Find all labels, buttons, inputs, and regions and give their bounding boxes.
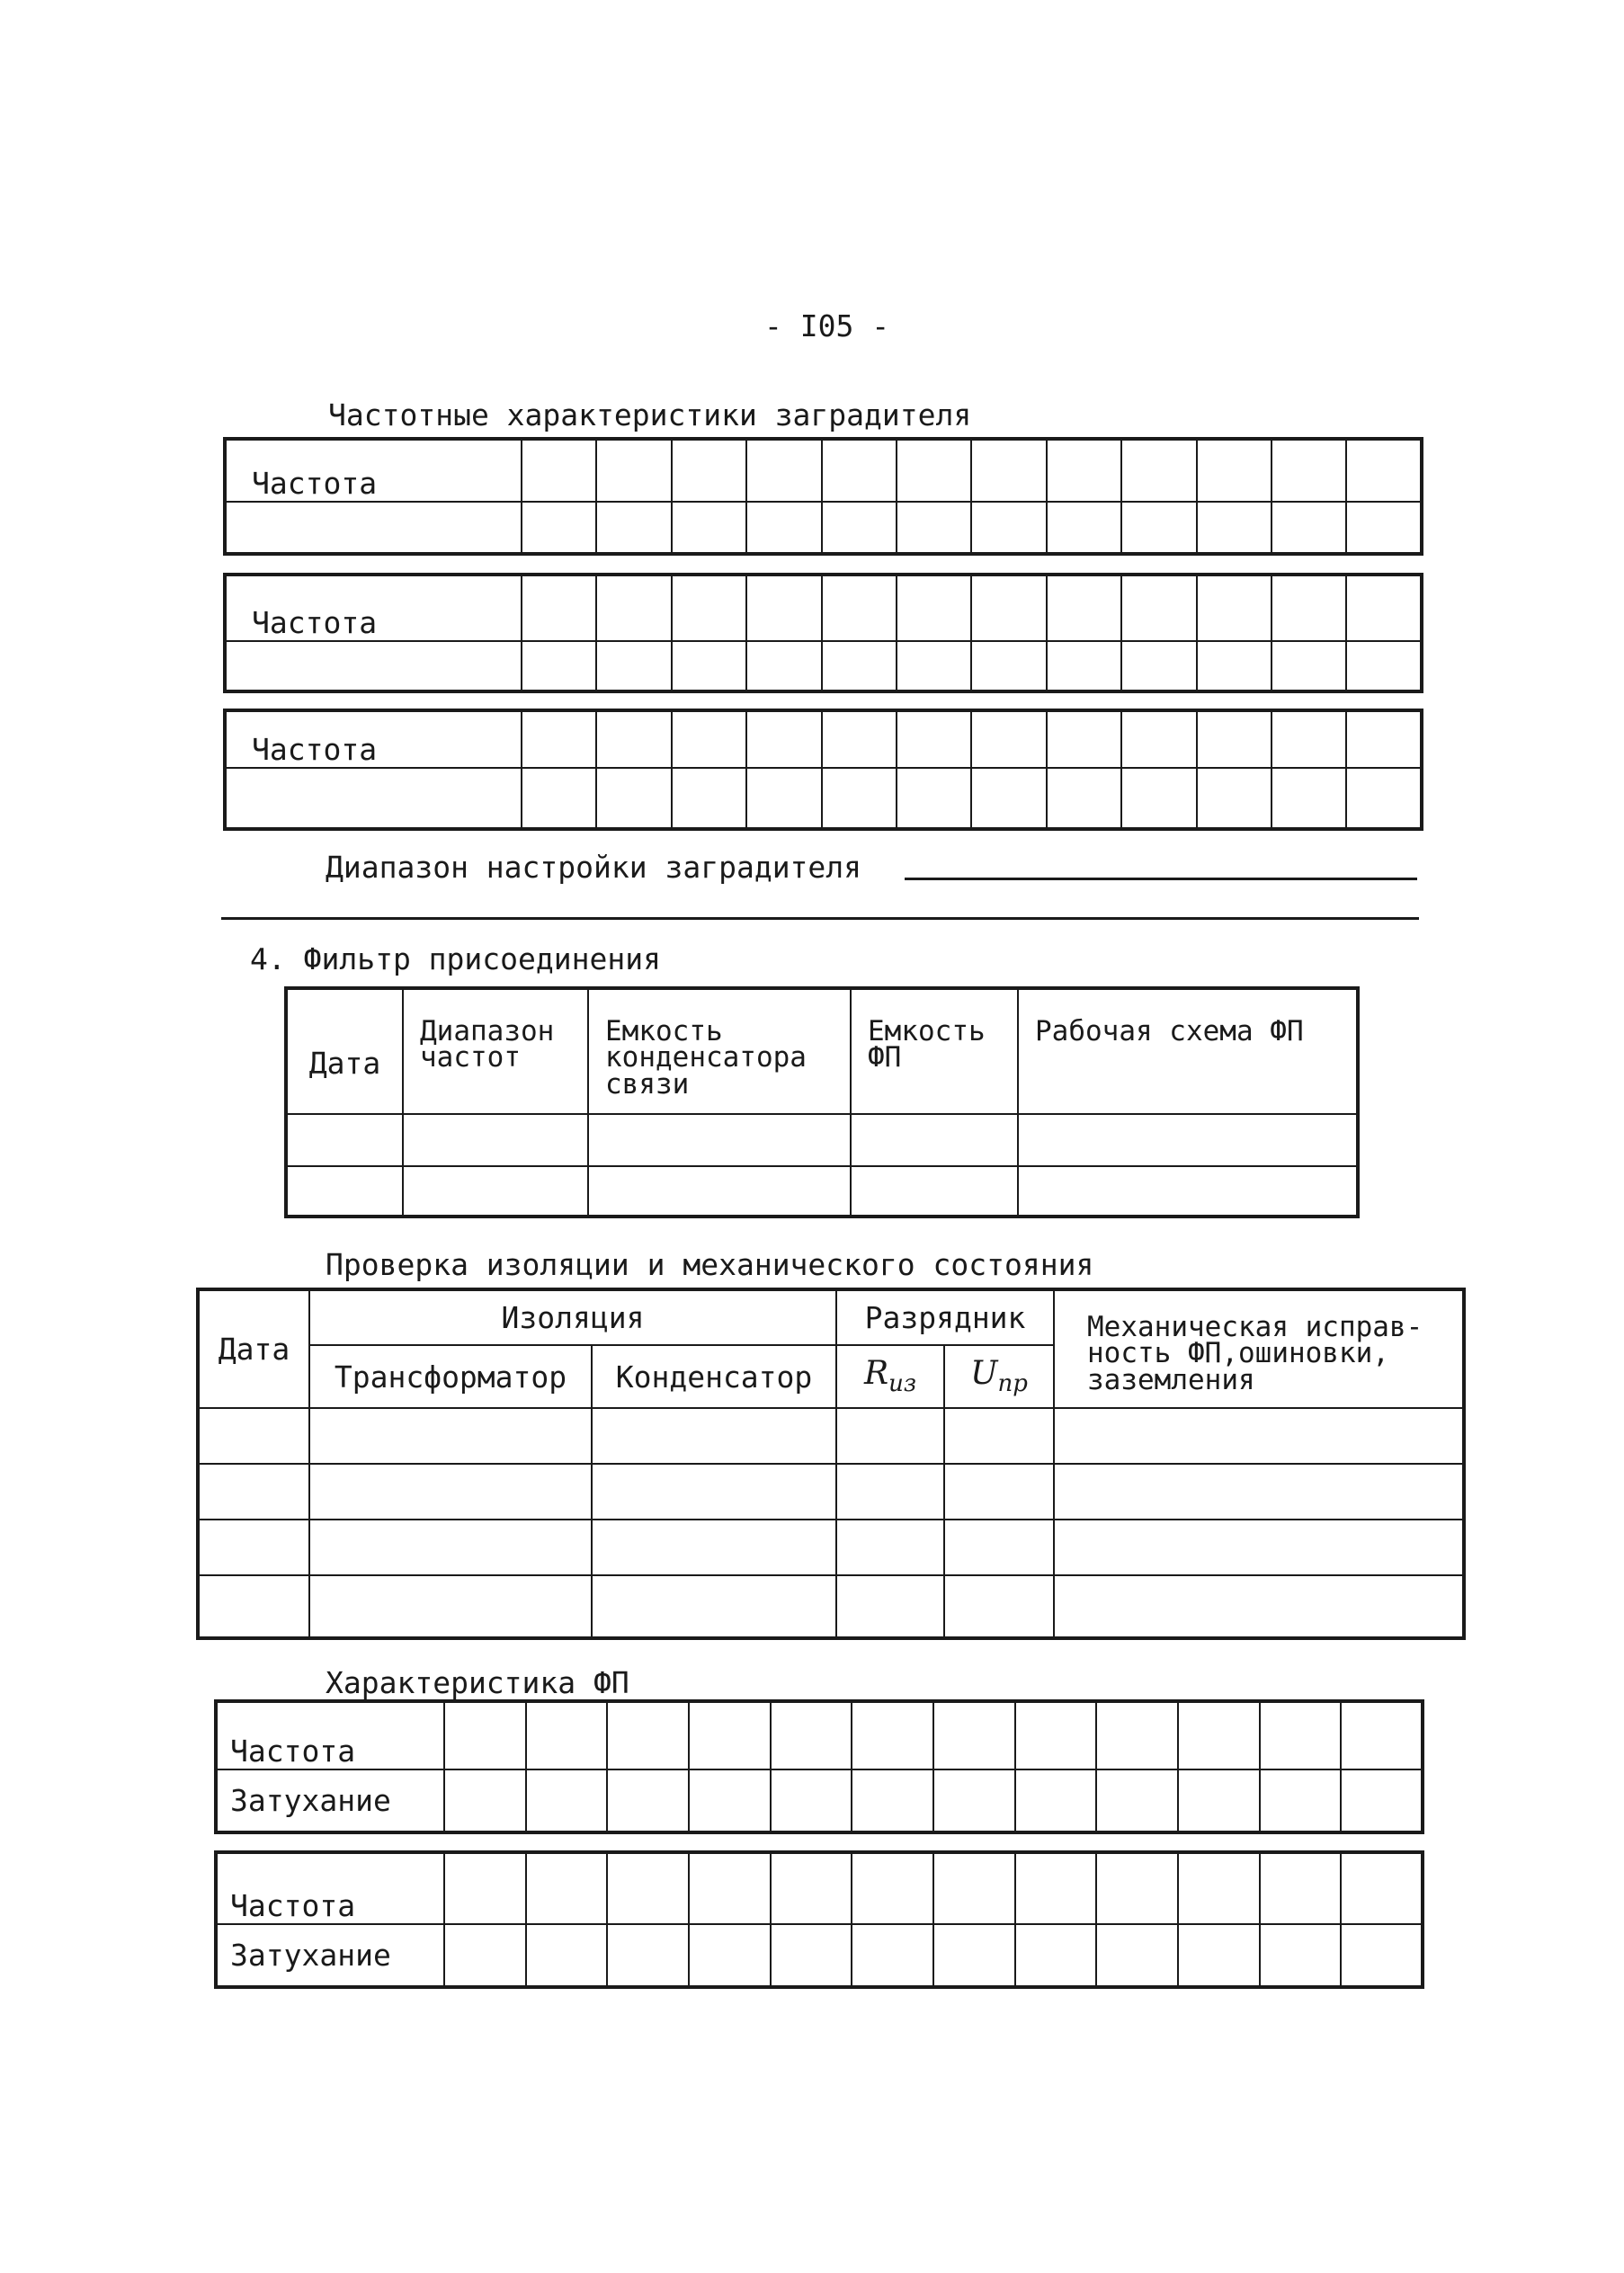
attenuation-label: Затухание [216, 1769, 444, 1832]
filter-section-heading: 4. Фильтр присоединения [250, 941, 661, 976]
transformer-header: Трансформатор [309, 1345, 592, 1408]
filter-table [284, 986, 1360, 1218]
coupling-capacitor-header: Емкость конденсатора связи [588, 988, 851, 1114]
page-number: - I05 - [764, 308, 890, 343]
frequency-range-header: Диапазон частот [403, 988, 588, 1114]
insulation-section-title: Проверка изоляции и механического состояния [326, 1247, 1094, 1282]
breakdown-voltage-header: $U_{пр}$ [944, 1345, 1054, 1408]
frequency-label: Частота [225, 575, 522, 641]
fp-char-table-1 [214, 1699, 1424, 1834]
frequency-label: Частота [216, 1701, 444, 1769]
trap-section-title: Частотные характеристики заградителя [328, 397, 972, 432]
date-header: Дата [286, 988, 403, 1114]
frequency-label: Частота [225, 710, 522, 768]
fp-capacitance-header: Емкость ФП [851, 988, 1018, 1114]
tuning-range-label: Диапазон настройки заградителя [326, 850, 862, 885]
fp-characteristic-title: Характеристика ФП [326, 1665, 629, 1700]
insulation-resistance-header: $R_{из}$ [836, 1345, 944, 1408]
frequency-label: Частота [225, 439, 522, 502]
fp-scheme-header: Рабочая схема ФП [1018, 988, 1358, 1114]
mechanical-condition-header: Механическая исправ- ность ФП,ошиновки, заземления [1054, 1289, 1464, 1408]
capacitor-header: Конденсатор [592, 1345, 836, 1408]
arrester-header: Разрядник [836, 1289, 1054, 1345]
frequency-label: Частота [216, 1852, 444, 1924]
date-header: Дата [198, 1289, 309, 1408]
fp-char-table-2 [214, 1850, 1424, 1989]
trap-freq-table-1 [223, 437, 1423, 556]
attenuation-label: Затухание [216, 1924, 444, 1987]
section-divider [221, 917, 1419, 920]
tuning-range-blank[interactable] [905, 878, 1417, 880]
insulation-header: Изоляция [309, 1289, 836, 1345]
trap-freq-table-3 [223, 709, 1423, 831]
trap-freq-table-2 [223, 573, 1423, 693]
insulation-table [196, 1288, 1466, 1640]
